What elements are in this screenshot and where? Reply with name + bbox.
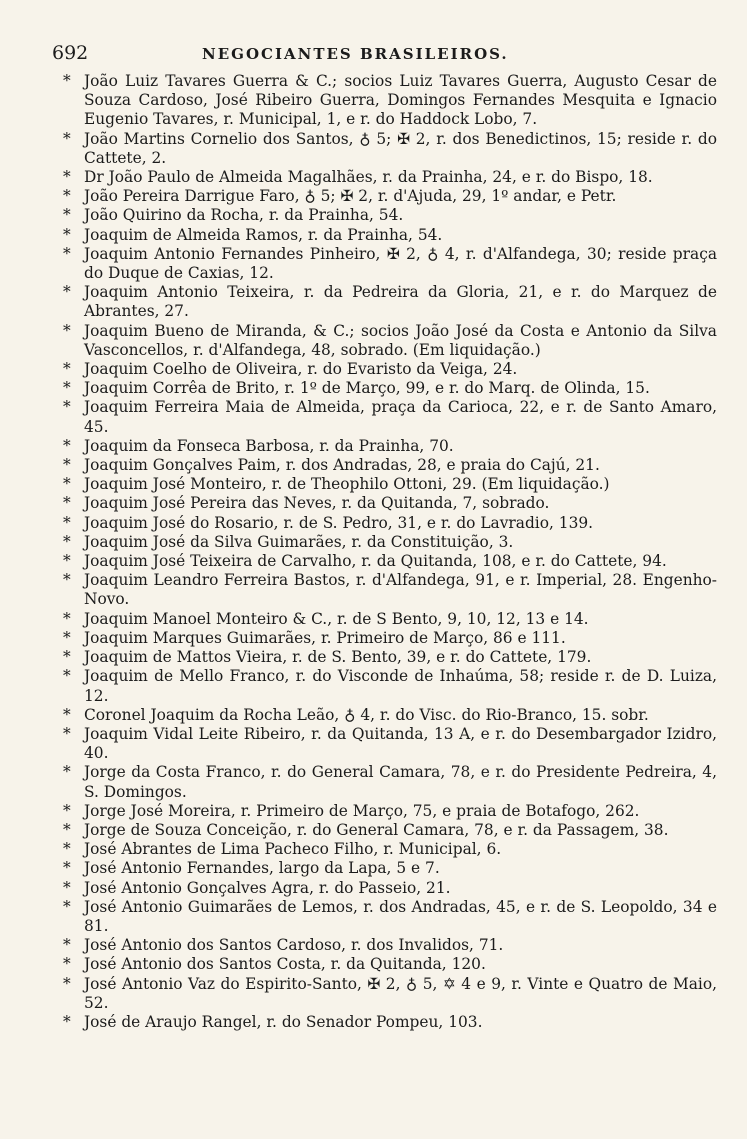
entry-text: Joaquim Marques Guimarães, r. Primeiro de Março, 86 e 111. [84, 628, 566, 647]
entry-marker: * [63, 724, 71, 743]
entry-text: José Antonio Vaz do Espirito-Santo, ✠ 2, ♁ 5, ✡ 4 e 9, r. Vinte e Quatro de Maio, 52. [84, 974, 717, 1012]
entry-marker: * [63, 225, 71, 244]
directory-entry [52, 206, 717, 225]
entry-marker: * [63, 609, 71, 628]
entry-marker: * [63, 878, 71, 897]
directory-entry [52, 1013, 717, 1032]
entry-text: Joaquim Antonio Teixeira, r. da Pedreira da Gloria, 21, e r. do Marquez de Abrantes, 27. [84, 283, 717, 321]
entry-marker: * [63, 244, 71, 263]
page-header [52, 42, 717, 70]
entry-marker: * [63, 283, 71, 302]
entry-text: João Pereira Darrigue Faro, ♁ 5; ✠ 2, r. d'Ajuda, 29, 1º andar, e Petr. [84, 187, 617, 206]
directory-entry [52, 802, 717, 821]
directory-entry [52, 168, 717, 187]
entry-marker: * [63, 398, 71, 417]
entry-text: Joaquim Bueno de Miranda, & C.; socios João José da Costa e Antonio da Silva Vasconcellos, r. d'Alfandega, 48, sobrado. (Em liquidação.) [84, 321, 717, 359]
entry-text: Joaquim José do Rosario, r. de S. Pedro, 31, e r. do Lavradio, 139. [84, 513, 594, 532]
directory-entry [52, 514, 717, 533]
entry-text: José de Araujo Rangel, r. do Senador Pompeu, 103. [84, 1012, 483, 1031]
directory-entry [52, 398, 717, 436]
entry-text: Jorge José Moreira, r. Primeiro de Março, 75, e praia de Botafogo, 262. [84, 801, 640, 820]
entry-marker: * [63, 72, 71, 90]
entry-text: Joaquim Antonio Fernandes Pinheiro, ✠ 2, ♁ 4, r. d'Alfandega, 30; reside praça do Duque de Caxias, 12. [84, 244, 717, 283]
entry-marker: * [63, 475, 71, 494]
entry-text: Joaquim Corrêa de Brito, r. 1º de Março, 99, e r. do Marq. de Olinda, 15. [84, 379, 650, 398]
directory-entry [52, 879, 717, 898]
directory-entry [52, 610, 717, 629]
entry-text: Joaquim José Teixeira de Carvalho, r. da Quitanda, 108, e r. do Cattete, 94. [84, 552, 667, 571]
entry-marker: * [63, 532, 71, 551]
directory-entry [52, 725, 717, 763]
entry-text: João Quirino da Rocha, r. da Prainha, 54. [84, 206, 404, 225]
directory-entry [52, 859, 717, 878]
entry-text: José Antonio dos Santos Cardoso, r. dos Invalidos, 71. [84, 936, 504, 955]
entry-text: José Antonio Guimarães de Lemos, r. dos Andradas, 45, e r. de S. Leopoldo, 34 e 81. [84, 897, 717, 935]
entry-text: Jorge de Souza Conceição, r. do General Camara, 78, e r. da Passagem, 38. [84, 820, 669, 839]
entry-marker: * [63, 801, 71, 820]
entry-marker: * [63, 552, 71, 571]
entry-marker: * [63, 820, 71, 839]
directory-entry [52, 975, 717, 1013]
entry-marker: * [63, 936, 71, 955]
entry-marker: * [63, 840, 71, 859]
entry-marker: * [63, 955, 71, 974]
entry-text: Joaquim Leandro Ferreira Bastos, r. d'Alfandega, 91, e r. Imperial, 28. Engenho-Novo. [84, 571, 717, 609]
directory-entry [52, 456, 717, 475]
entry-text: Joaquim José Pereira das Neves, r. da Quitanda, 7, sobrado. [84, 494, 550, 513]
entry-marker: * [63, 168, 71, 187]
entry-text: José Antonio Fernandes, largo da Lapa, 5 e 7. [84, 859, 440, 878]
entry-marker: * [63, 494, 71, 513]
entry-text: José Antonio Gonçalves Agra, r. do Passeio, 21. [84, 878, 451, 897]
entry-marker: * [63, 1012, 71, 1031]
directory-entry [52, 571, 717, 609]
entry-text: Joaquim Coelho de Oliveira, r. do Evaristo da Veiga, 24. [84, 360, 518, 379]
entry-text: José Abrantes de Lima Pacheco Filho, r. Municipal, 6. [84, 840, 502, 859]
directory-entry [52, 72, 717, 130]
entry-marker: * [63, 379, 71, 398]
entry-text: João Luiz Tavares Guerra & C.; socios Luiz Tavares Guerra, Augusto Cesar de Souza Cardoso, José Ribeiro Guerra, Domingos Fernandes Mesquita e Ignacio Eugenio Tavares, r. Municipal, 1, e r. do Haddock Lobo, 7. [84, 72, 717, 129]
entry-marker: * [63, 897, 71, 916]
directory-entry [52, 533, 717, 552]
directory-entry [52, 130, 717, 168]
entry-text: Joaquim da Fonseca Barbosa, r. da Prainha, 70. [84, 436, 454, 455]
directory-entry [52, 821, 717, 840]
entry-marker: * [63, 763, 71, 782]
directory-entry [52, 648, 717, 667]
directory-entry [52, 763, 717, 801]
directory-entry [52, 955, 717, 974]
entry-marker: * [63, 628, 71, 647]
directory-entry [52, 379, 717, 398]
entry-marker: * [63, 648, 71, 667]
entry-text: Joaquim José Monteiro, r. de Theophilo Ottoni, 29. (Em liquidação.) [84, 475, 610, 494]
entry-text: Joaquim Vidal Leite Ribeiro, r. da Quitanda, 13 A, e r. do Desembargador Izidro, 40. [84, 724, 717, 763]
entry-text: Joaquim Ferreira Maia de Almeida, praça da Carioca, 22, e r. de Santo Amaro, 45. [84, 398, 717, 436]
directory-entry [52, 322, 717, 360]
running-title: NEGOCIANTES BRASILEIROS. [202, 45, 509, 63]
directory-list [52, 72, 717, 1032]
entry-text: José Antonio dos Santos Costa, r. da Quitanda, 120. [84, 955, 486, 974]
entry-marker: * [63, 667, 71, 686]
entry-marker: * [63, 436, 71, 455]
directory-entry [52, 226, 717, 245]
entry-text: Joaquim de Almeida Ramos, r. da Prainha, 54. [84, 225, 443, 244]
entry-text: João Martins Cornelio dos Santos, ♁ 5; ✠ 2, r. dos Benedictinos, 15; reside r. do Cattete, 2. [84, 129, 717, 167]
entry-marker: * [63, 360, 71, 379]
entry-text: Joaquim José da Silva Guimarães, r. da Constituição, 3. [84, 532, 514, 551]
entry-marker: * [63, 859, 71, 878]
entry-marker: * [63, 456, 71, 475]
page-number: 692 [52, 42, 89, 64]
directory-entry [52, 360, 717, 379]
entry-marker: * [63, 187, 71, 206]
entry-marker: * [63, 129, 71, 148]
directory-entry [52, 936, 717, 955]
entry-text: Joaquim Manoel Monteiro & C., r. de S Bento, 9, 10, 12, 13 e 14. [84, 609, 589, 628]
entry-marker: * [63, 321, 71, 340]
entry-text: Dr João Paulo de Almeida Magalhães, r. da Prainha, 24, e r. do Bispo, 18. [84, 168, 653, 187]
entry-text: Joaquim de Mello Franco, r. do Visconde de Inhaúma, 58; reside r. de D. Luiza, 12. [84, 667, 717, 705]
entry-marker: * [63, 705, 71, 724]
entry-marker: * [63, 513, 71, 532]
directory-entry [52, 494, 717, 513]
directory-entry [52, 245, 717, 283]
entry-marker: * [63, 571, 71, 590]
entry-text: Jorge da Costa Franco, r. do General Camara, 78, e r. do Presidente Pedreira, 4, S. Domingos. [84, 763, 717, 801]
directory-entry [52, 437, 717, 456]
directory-entry [52, 475, 717, 494]
directory-entry [52, 840, 717, 859]
directory-entry [52, 187, 717, 206]
directory-entry [52, 629, 717, 648]
directory-entry [52, 667, 717, 705]
entry-text: Coronel Joaquim da Rocha Leão, ♁ 4, r. do Visc. do Rio-Branco, 15. sobr. [84, 705, 649, 724]
entry-marker: * [63, 974, 71, 993]
directory-entry [52, 898, 717, 936]
entry-text: Joaquim Gonçalves Paim, r. dos Andradas, 28, e praia do Cajú, 21. [84, 456, 600, 475]
directory-entry [52, 283, 717, 321]
directory-entry [52, 706, 717, 725]
entry-marker: * [63, 206, 71, 225]
entry-text: Joaquim de Mattos Vieira, r. de S. Bento, 39, e r. do Cattete, 179. [84, 648, 592, 667]
directory-entry [52, 552, 717, 571]
